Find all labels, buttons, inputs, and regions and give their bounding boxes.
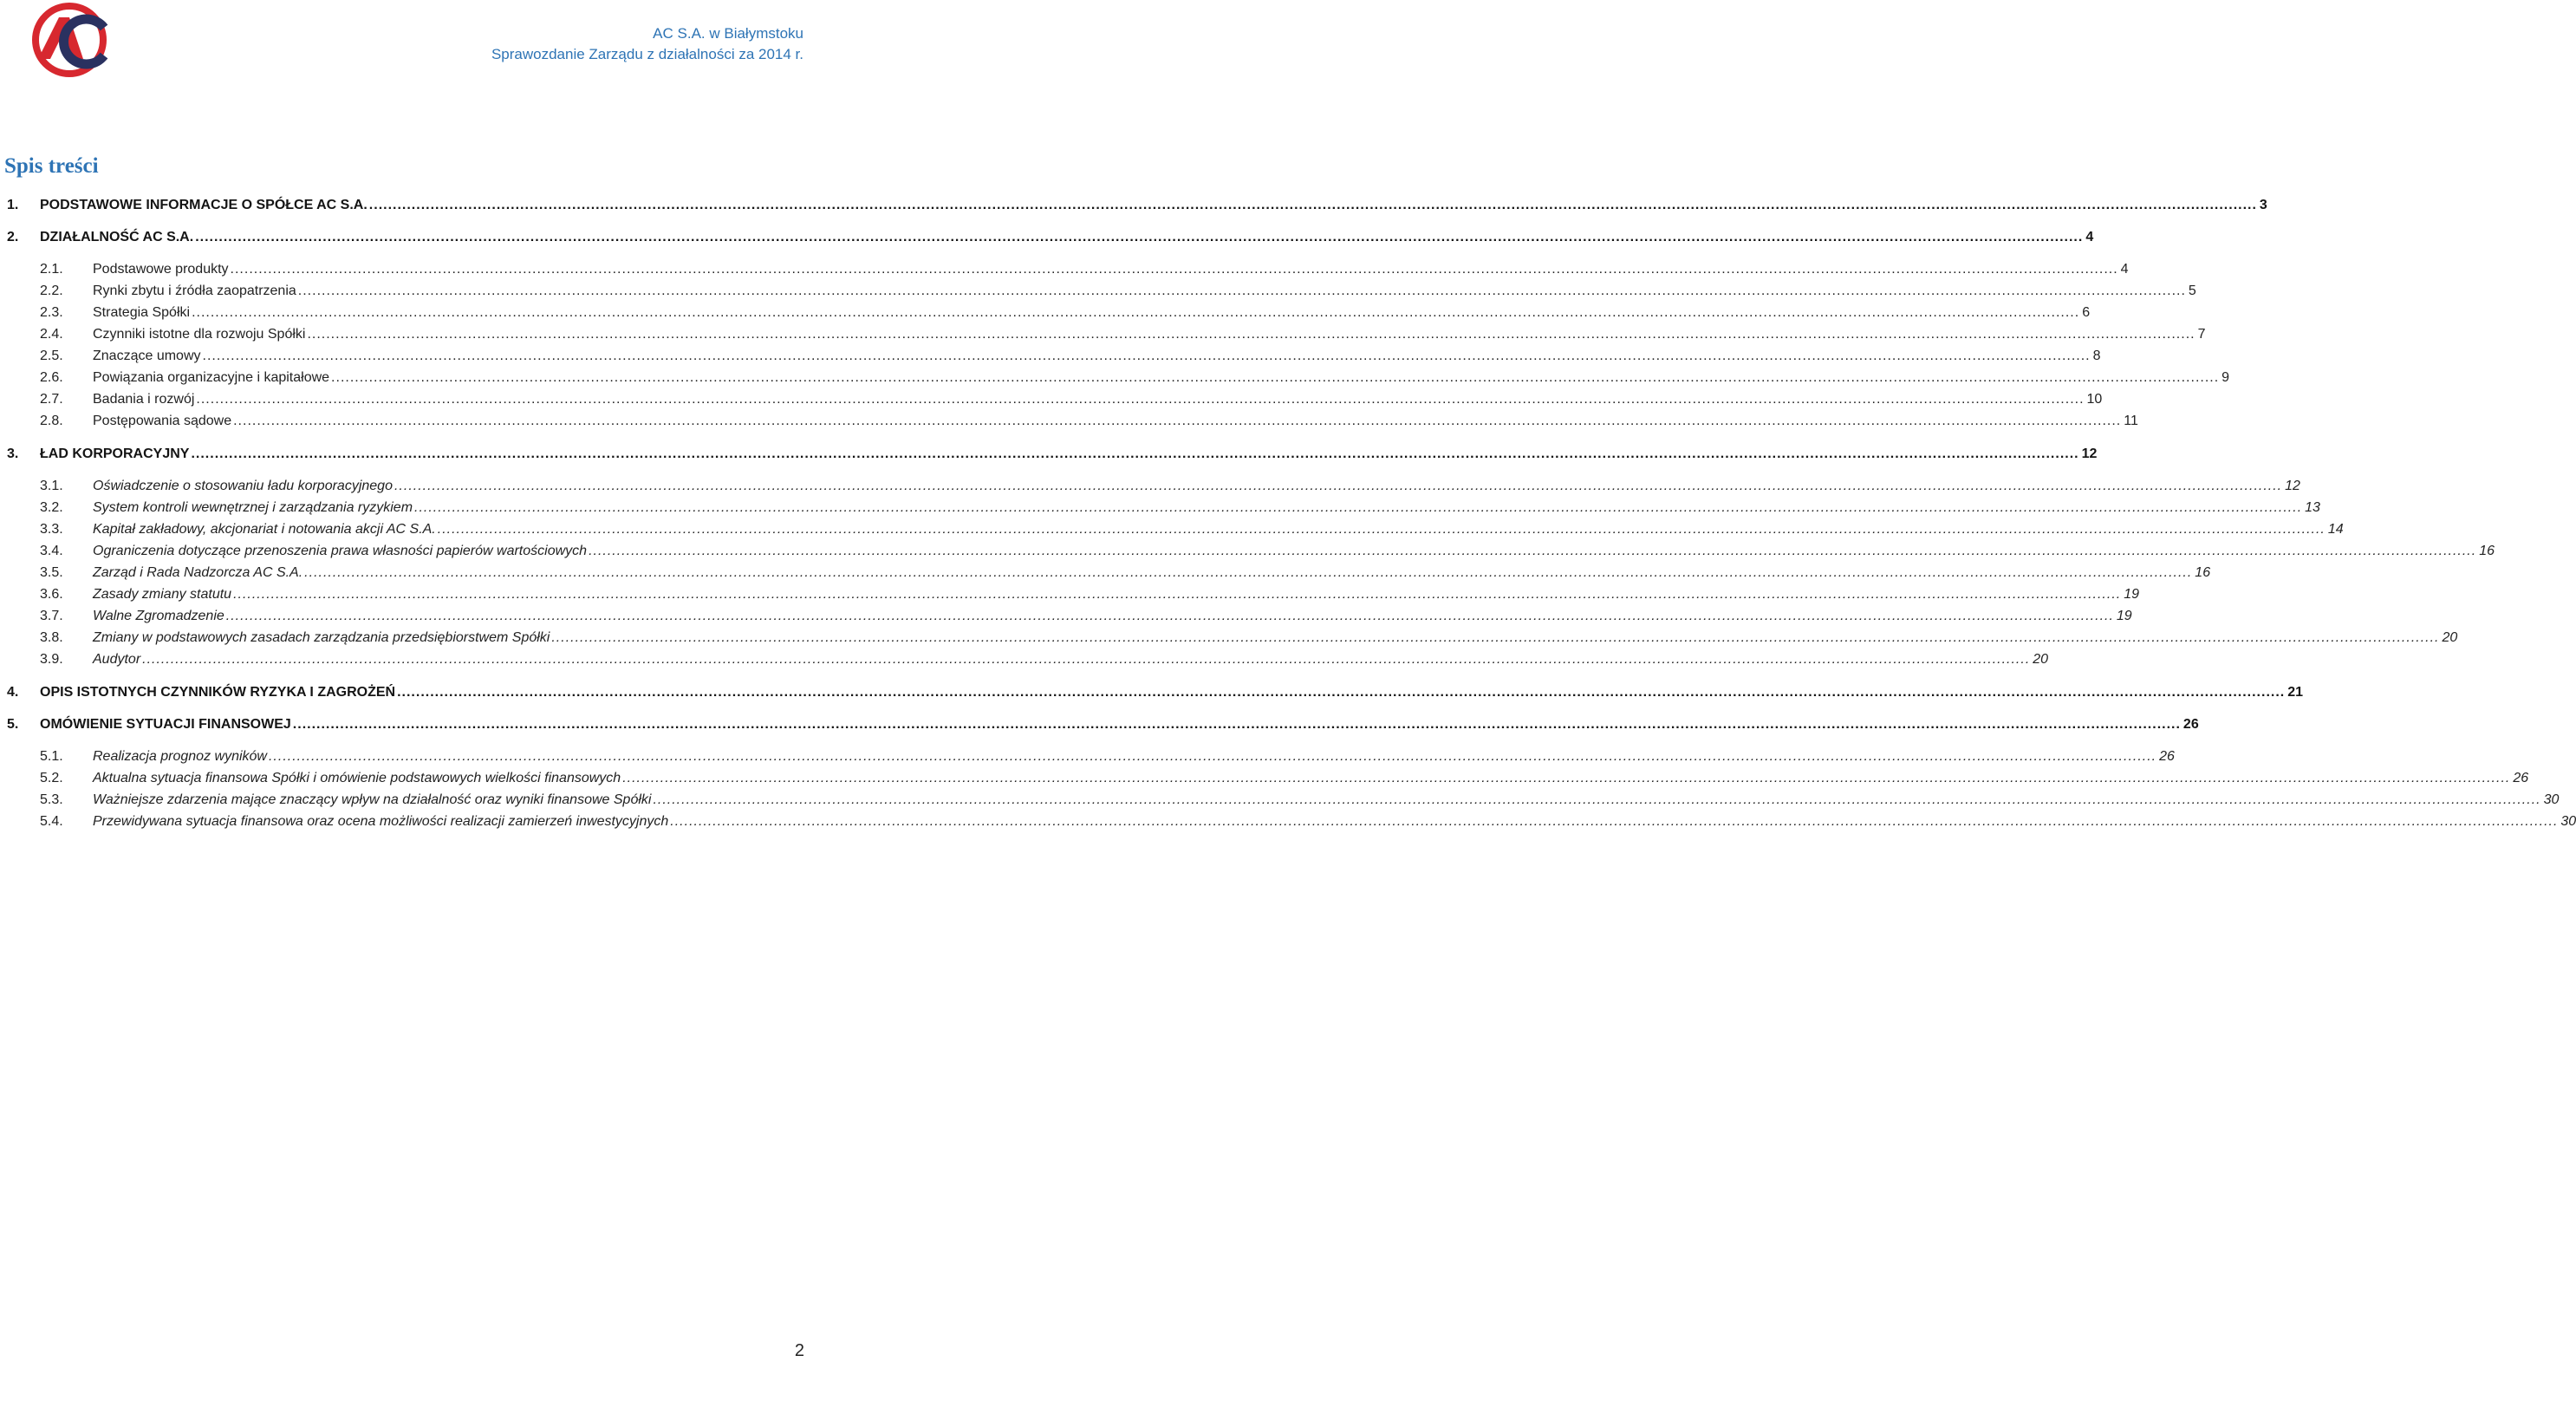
toc-entry[interactable] bbox=[0, 278, 2196, 299]
toc-leader-dots: ................................................................................................................................................................................................................................................................................................................................................................................................................ bbox=[551, 630, 2440, 645]
toc-entry[interactable] bbox=[0, 787, 2560, 808]
toc-entry-label: Postępowania sądowe bbox=[93, 414, 232, 428]
toc-entry-page: 16 bbox=[2479, 544, 2495, 558]
toc-entry-label: Zmiany w podstawowych zasadach zarządzania przedsiębiorstwem Spółki bbox=[93, 630, 550, 645]
toc-entry-number: 2.4. bbox=[40, 327, 63, 342]
toc-entry-label: Powiązania organizacyjne i kapitałowe bbox=[93, 370, 330, 385]
toc-entry-page: 26 bbox=[2513, 771, 2529, 785]
toc-entry[interactable] bbox=[0, 322, 2206, 342]
toc-entry-label: OPIS ISTOTNYCH CZYNNIKÓW RYZYKA I ZAGROŻEŃ bbox=[40, 685, 396, 700]
toc-entry-page: 19 bbox=[2124, 587, 2139, 602]
toc-leader-dots: ................................................................................................................................................................................................................................................................................................................................................................................................................ bbox=[414, 500, 2303, 515]
toc-entry-page: 5 bbox=[2188, 283, 2196, 298]
toc-entry-label: Oświadczenie o stosowaniu ładu korporacyjnego bbox=[93, 479, 393, 493]
toc-entry-number: 2.7. bbox=[40, 392, 63, 407]
toc-entry-page: 14 bbox=[2327, 522, 2344, 537]
toc-entry-label: Ograniczenia dotyczące przenoszenia prawa własności papierów wartościowych bbox=[93, 544, 588, 558]
toc-entry[interactable] bbox=[0, 343, 2101, 364]
toc-entry-page: 8 bbox=[2092, 349, 2101, 363]
toc-entry-number: 3.4. bbox=[40, 544, 63, 558]
toc-entry-label: Realizacja prognoz wyników bbox=[93, 749, 267, 764]
toc-leader-dots: ................................................................................................................................................................................................................................................................................................................................................................................................................ bbox=[297, 283, 2186, 298]
header-report-title: Sprawozdanie Zarządu z działalności za 2014 r. bbox=[491, 46, 803, 62]
toc-entry[interactable] bbox=[0, 744, 2175, 765]
toc-leader-dots: ................................................................................................................................................................................................................................................................................................................................................................................................................ bbox=[622, 771, 2511, 785]
page-number: 2 bbox=[794, 1341, 804, 1360]
toc-entry[interactable] bbox=[0, 625, 2458, 646]
toc-leader-dots: ................................................................................................................................................................................................................................................................................................................................................................................................................ bbox=[230, 262, 2118, 277]
toc-leader-dots: ................................................................................................................................................................................................................................................................................................................................................................................................................ bbox=[653, 792, 2541, 807]
toc-leader-dots: ................................................................................................................................................................................................................................................................................................................................................................................................................ bbox=[397, 685, 2286, 700]
toc-leader-dots: ................................................................................................................................................................................................................................................................................................................................................................................................................ bbox=[268, 749, 2157, 764]
toc-entry-label: Przewidywana sytuacja finansowa oraz ocena możliwości realizacji zamierzeń inwestycyjnych bbox=[93, 814, 669, 829]
toc-entry-label: Badania i rozwój bbox=[93, 392, 195, 407]
toc-entry-number: 1. bbox=[7, 198, 19, 212]
toc-leader-dots: ................................................................................................................................................................................................................................................................................................................................................................................................................ bbox=[225, 609, 2114, 623]
toc-entry-page: 30 bbox=[2543, 792, 2560, 807]
toc-entry-label: Walne Zgromadzenie bbox=[93, 609, 224, 623]
toc-entry[interactable] bbox=[0, 538, 2495, 559]
toc-leader-dots: ................................................................................................................................................................................................................................................................................................................................................................................................................ bbox=[670, 814, 2559, 829]
toc-leader-dots: ................................................................................................................................................................................................................................................................................................................................................................................................................ bbox=[191, 446, 2079, 461]
toc-leader-dots: ................................................................................................................................................................................................................................................................................................................................................................................................................ bbox=[394, 479, 2283, 493]
toc-leader-dots: ................................................................................................................................................................................................................................................................................................................................................................................................................ bbox=[192, 305, 2080, 320]
toc-entry[interactable] bbox=[0, 441, 2098, 462]
toc-entry-number: 2. bbox=[7, 230, 19, 244]
toc-leader-dots: ................................................................................................................................................................................................................................................................................................................................................................................................................ bbox=[202, 349, 2091, 363]
toc-entry-number: 2.3. bbox=[40, 305, 63, 320]
toc-entry-number: 2.5. bbox=[40, 349, 63, 363]
toc-leader-dots: ................................................................................................................................................................................................................................................................................................................................................................................................................ bbox=[196, 392, 2085, 407]
toc-entry-page: 6 bbox=[2082, 305, 2091, 320]
toc-entry-number: 2.6. bbox=[40, 370, 63, 385]
toc-entry-label: Rynki zbytu i źródła zaopatrzenia bbox=[93, 283, 296, 298]
toc-entry-page: 4 bbox=[2085, 230, 2094, 244]
toc-leader-dots: ................................................................................................................................................................................................................................................................................................................................................................................................................ bbox=[307, 327, 2195, 342]
toc-entry-label: Podstawowe produkty bbox=[93, 262, 229, 277]
toc-entry-page: 12 bbox=[2081, 446, 2098, 461]
toc-entry[interactable] bbox=[0, 680, 2304, 700]
toc-entry-label: Ważniejsze zdarzenia mające znaczący wpływ na działalność oraz wyniki finansowe Spółki bbox=[93, 792, 652, 807]
toc-entry-page: 13 bbox=[2305, 500, 2320, 515]
toc-entry-label: Zasady zmiany statutu bbox=[93, 587, 232, 602]
toc-entry-label: OMÓWIENIE SYTUACJI FINANSOWEJ bbox=[40, 717, 291, 732]
toc-leader-dots: ................................................................................................................................................................................................................................................................................................................................................................................................................ bbox=[589, 544, 2477, 558]
toc-entry-page: 30 bbox=[2560, 814, 2576, 829]
toc-leader-dots: ................................................................................................................................................................................................................................................................................................................................................................................................................ bbox=[233, 414, 2122, 428]
toc-title: Spis treści bbox=[4, 154, 99, 178]
toc-entry[interactable] bbox=[0, 300, 2091, 321]
toc-entry[interactable] bbox=[0, 365, 2230, 386]
toc-entry-label: Czynniki istotne dla rozwoju Spółki bbox=[93, 327, 306, 342]
toc-entry-number: 3.9. bbox=[40, 652, 63, 667]
toc-entry[interactable] bbox=[0, 257, 2129, 277]
toc-entry[interactable] bbox=[0, 192, 2267, 213]
toc-entry[interactable] bbox=[0, 603, 2132, 624]
toc-entry-page: 26 bbox=[2182, 717, 2199, 732]
toc-entry[interactable] bbox=[0, 495, 2320, 516]
toc-entry-number: 3.5. bbox=[40, 565, 63, 580]
toc-entry-label: PODSTAWOWE INFORMACJE O SPÓŁCE AC S.A. bbox=[40, 198, 368, 212]
toc-entry-number: 5. bbox=[7, 717, 19, 732]
toc-entry[interactable] bbox=[0, 387, 2103, 407]
toc-entry-label: Kapitał zakładowy, akcjonariat i notowania akcji AC S.A. bbox=[93, 522, 436, 537]
toc-entry-number: 3.1. bbox=[40, 479, 63, 493]
toc-entry-page: 3 bbox=[2259, 198, 2267, 212]
toc-entry-page: 11 bbox=[2124, 414, 2138, 428]
toc-entry-number: 5.3. bbox=[40, 792, 63, 807]
toc-entry[interactable] bbox=[0, 408, 2138, 429]
toc-entry-label: System kontroli wewnętrznej i zarządzania ryzykiem bbox=[93, 500, 413, 515]
toc-leader-dots: ................................................................................................................................................................................................................................................................................................................................................................................................................ bbox=[233, 587, 2122, 602]
toc-entry-page: 19 bbox=[2116, 609, 2132, 623]
toc-entry-label: DZIAŁALNOŚĆ AC S.A. bbox=[40, 230, 194, 244]
toc-entry-label: Audytor bbox=[93, 652, 141, 667]
toc-entry-number: 5.2. bbox=[40, 771, 63, 785]
toc-entry[interactable] bbox=[0, 517, 2344, 538]
toc-leader-dots: ................................................................................................................................................................................................................................................................................................................................................................................................................ bbox=[368, 198, 2257, 212]
header-company-name: AC S.A. w Białymstoku bbox=[653, 25, 803, 42]
toc-entry[interactable] bbox=[0, 582, 2139, 603]
toc-entry-page: 12 bbox=[2285, 479, 2300, 493]
toc-entry[interactable] bbox=[0, 647, 2049, 668]
toc-entry-number: 2.1. bbox=[40, 262, 63, 277]
toc-leader-dots: ................................................................................................................................................................................................................................................................................................................................................................................................................ bbox=[142, 652, 2031, 667]
toc-entry-label: Strategia Spółki bbox=[93, 305, 191, 320]
toc-entry-number: 3.3. bbox=[40, 522, 63, 537]
toc-leader-dots: ................................................................................................................................................................................................................................................................................................................................................................................................................ bbox=[331, 370, 2220, 385]
toc-entry-page: 20 bbox=[2442, 630, 2458, 645]
toc-entry-number: 5.4. bbox=[40, 814, 63, 829]
toc-entry-page: 20 bbox=[2033, 652, 2049, 667]
toc-entry-number: 3.2. bbox=[40, 500, 63, 515]
toc-entry-number: 2.8. bbox=[40, 414, 63, 428]
toc-entry-page: 4 bbox=[2120, 262, 2129, 277]
toc-entry-label: Znaczące umowy bbox=[93, 349, 201, 363]
toc-entry-label: ŁAD KORPORACYJNY bbox=[40, 446, 190, 461]
toc-entry-number: 3.6. bbox=[40, 587, 63, 602]
toc-entry-page: 26 bbox=[2159, 749, 2175, 764]
toc-entry[interactable] bbox=[0, 225, 2094, 245]
toc-leader-dots: ................................................................................................................................................................................................................................................................................................................................................................................................................ bbox=[437, 522, 2326, 537]
toc-leader-dots: ................................................................................................................................................................................................................................................................................................................................................................................................................ bbox=[304, 565, 2193, 580]
toc-entry-page: 16 bbox=[2195, 565, 2211, 580]
toc-entry-label: Aktualna sytuacja finansowa Spółki i omówienie podstawowych wielkości finansowych bbox=[93, 771, 621, 785]
toc-entry-number: 5.1. bbox=[40, 749, 63, 764]
toc-leader-dots: ................................................................................................................................................................................................................................................................................................................................................................................................................ bbox=[292, 717, 2181, 732]
toc-entry-number: 4. bbox=[7, 685, 19, 700]
toc-entry[interactable] bbox=[0, 809, 2576, 830]
toc-entry-number: 2.2. bbox=[40, 283, 63, 298]
toc-entry-page: 10 bbox=[2086, 392, 2103, 407]
toc-entry[interactable] bbox=[0, 560, 2211, 581]
toc-entry[interactable] bbox=[0, 766, 2529, 786]
toc-entry-number: 3.7. bbox=[40, 609, 63, 623]
toc-entry-number: 3. bbox=[7, 446, 19, 461]
toc-entry-page: 9 bbox=[2221, 370, 2230, 385]
toc-leader-dots: ................................................................................................................................................................................................................................................................................................................................................................................................................ bbox=[195, 230, 2084, 244]
toc-entry-number: 3.8. bbox=[40, 630, 63, 645]
toc-entry-page: 7 bbox=[2197, 327, 2206, 342]
toc-entry-page: 21 bbox=[2287, 685, 2304, 700]
toc-entry-label: Zarząd i Rada Nadzorcza AC S.A. bbox=[93, 565, 303, 580]
toc-entry[interactable] bbox=[0, 473, 2300, 494]
toc-entry[interactable] bbox=[0, 712, 2199, 733]
